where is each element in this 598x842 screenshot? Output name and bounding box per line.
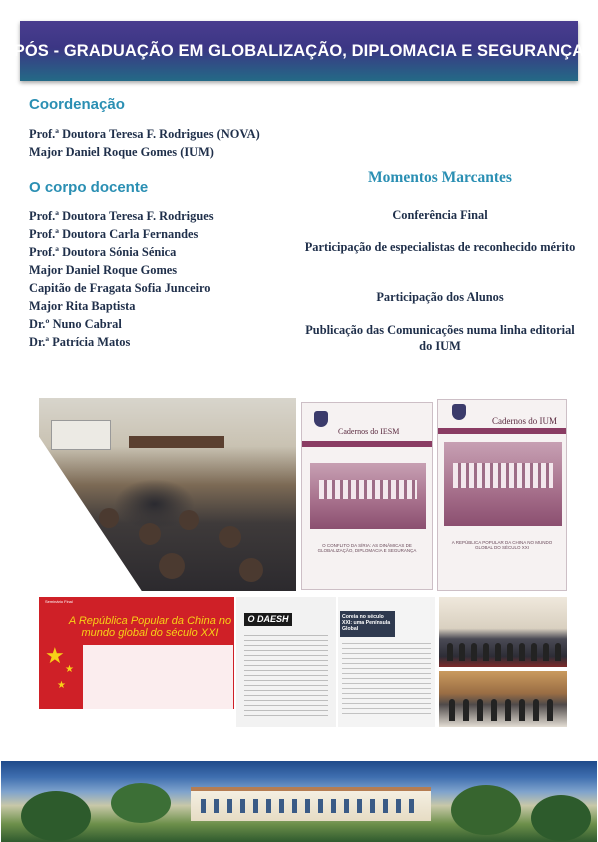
coordenacao-heading: Coordenação xyxy=(29,96,125,113)
faculty-item: Dr.ª Patrícia Matos xyxy=(29,335,131,349)
faculty-item: Dr.º Nuno Cabral xyxy=(29,317,122,331)
momentos-heading: Momentos Marcantes xyxy=(368,169,512,186)
audience-head xyxy=(159,553,185,579)
audience-head xyxy=(99,508,119,528)
cover-title: Cadernos do IESM xyxy=(338,427,400,436)
faculty-item: Prof.ª Doutora Sónia Sénica xyxy=(29,245,177,259)
book-cover-iesm xyxy=(301,402,433,590)
tree-shape xyxy=(111,783,171,823)
audience-head xyxy=(239,558,263,582)
person-figure xyxy=(471,643,477,661)
coordinator-item: Major Daniel Roque Gomes (IUM) xyxy=(29,145,214,159)
faculty-item: Major Rita Baptista xyxy=(29,299,136,313)
daesh-logo: O DAESH xyxy=(244,613,292,626)
book-cover-ium xyxy=(437,399,567,591)
poster-tag: Seminário Final xyxy=(45,599,73,604)
person-figure xyxy=(449,699,455,721)
audience-head xyxy=(59,518,81,540)
person-figure xyxy=(477,699,483,721)
faculty-item: Capitão de Fragata Sofia Junceiro xyxy=(29,281,211,295)
tree-shape xyxy=(21,791,91,841)
star-icon: ★ xyxy=(45,643,65,668)
momento-item: Conferência Final xyxy=(392,208,488,222)
person-figure xyxy=(505,699,511,721)
poster-program-panel xyxy=(83,645,233,717)
cover-subtitle: A REPÚBLICA POPULAR DA CHINA NO MUNDO GLOBAL DO SÉCULO XXI xyxy=(451,540,553,550)
faculty-item: Major Daniel Roque Gomes xyxy=(29,263,178,277)
person-figure xyxy=(459,643,465,661)
person-figure xyxy=(519,643,525,661)
faculty-item: Prof.ª Doutora Teresa F. Rodrigues xyxy=(29,209,214,223)
cover-subtitle: O CONFLITO DA SÍRIA: AS DINÂMICAS DE GLOBALIZAÇÃO, DIPLOMACIA E SEGURANÇA xyxy=(317,543,417,553)
cover-building-image xyxy=(310,463,426,529)
corpo-docente-heading: O corpo docente xyxy=(29,179,149,196)
faculty-item: Prof.ª Doutora Carla Fernandes xyxy=(29,227,199,241)
speaker-panel xyxy=(129,436,224,448)
poster-program-text xyxy=(342,643,431,715)
cover-building-image xyxy=(444,442,562,526)
momento-item: Participação de especialistas de reconhecido mérito xyxy=(304,240,576,254)
audience-head xyxy=(139,523,161,545)
conference-photo xyxy=(39,398,296,591)
person-figure xyxy=(519,699,525,721)
person-figure xyxy=(543,643,549,661)
crest-icon xyxy=(452,404,466,420)
banner-title: PÓS - GRADUAÇÃO EM GLOBALIZAÇÃO, DIPLOMACIA E SEGURANÇA xyxy=(13,41,585,60)
person-figure xyxy=(483,643,489,661)
person-figure xyxy=(533,699,539,721)
poster-headline: Coreia no século XXI: uma Península Global xyxy=(342,614,391,632)
poster-china xyxy=(39,597,234,727)
person-figure xyxy=(507,643,513,661)
person-figure xyxy=(547,699,553,721)
crest-icon xyxy=(314,411,328,427)
cover-band xyxy=(302,441,432,447)
audience-head xyxy=(179,510,199,530)
momento-item: Publicação das Comunicações numa linha editorial do IUM xyxy=(305,323,575,353)
poster-headline: A República Popular da China no mundo global do século XXI xyxy=(68,615,232,639)
title-banner xyxy=(13,21,585,81)
person-figure xyxy=(495,643,501,661)
tree-shape xyxy=(531,795,591,841)
star-icon: ★ xyxy=(57,680,66,691)
poster-footer xyxy=(39,709,234,727)
poster-korea xyxy=(338,597,435,727)
person-figure xyxy=(491,699,497,721)
cover-band xyxy=(438,428,566,434)
group-photo-1 xyxy=(439,597,567,667)
person-figure xyxy=(531,643,537,661)
star-icon: ★ xyxy=(65,664,74,675)
poster-program-text xyxy=(244,635,328,717)
group-photo-2 xyxy=(439,671,567,727)
audience-head xyxy=(219,526,241,548)
building-illustration xyxy=(191,787,431,821)
person-figure xyxy=(463,699,469,721)
footer-watercolor xyxy=(1,761,597,842)
momento-item: Participação dos Alunos xyxy=(376,290,504,304)
poster-daesh xyxy=(236,597,336,727)
tree-shape xyxy=(451,785,521,835)
person-figure xyxy=(447,643,453,661)
person-figure xyxy=(555,643,561,661)
coordinator-item: Prof.ª Doutora Teresa F. Rodrigues (NOVA) xyxy=(29,127,260,141)
projection-screen xyxy=(51,420,111,450)
cover-title: Cadernos do IUM xyxy=(492,416,557,426)
